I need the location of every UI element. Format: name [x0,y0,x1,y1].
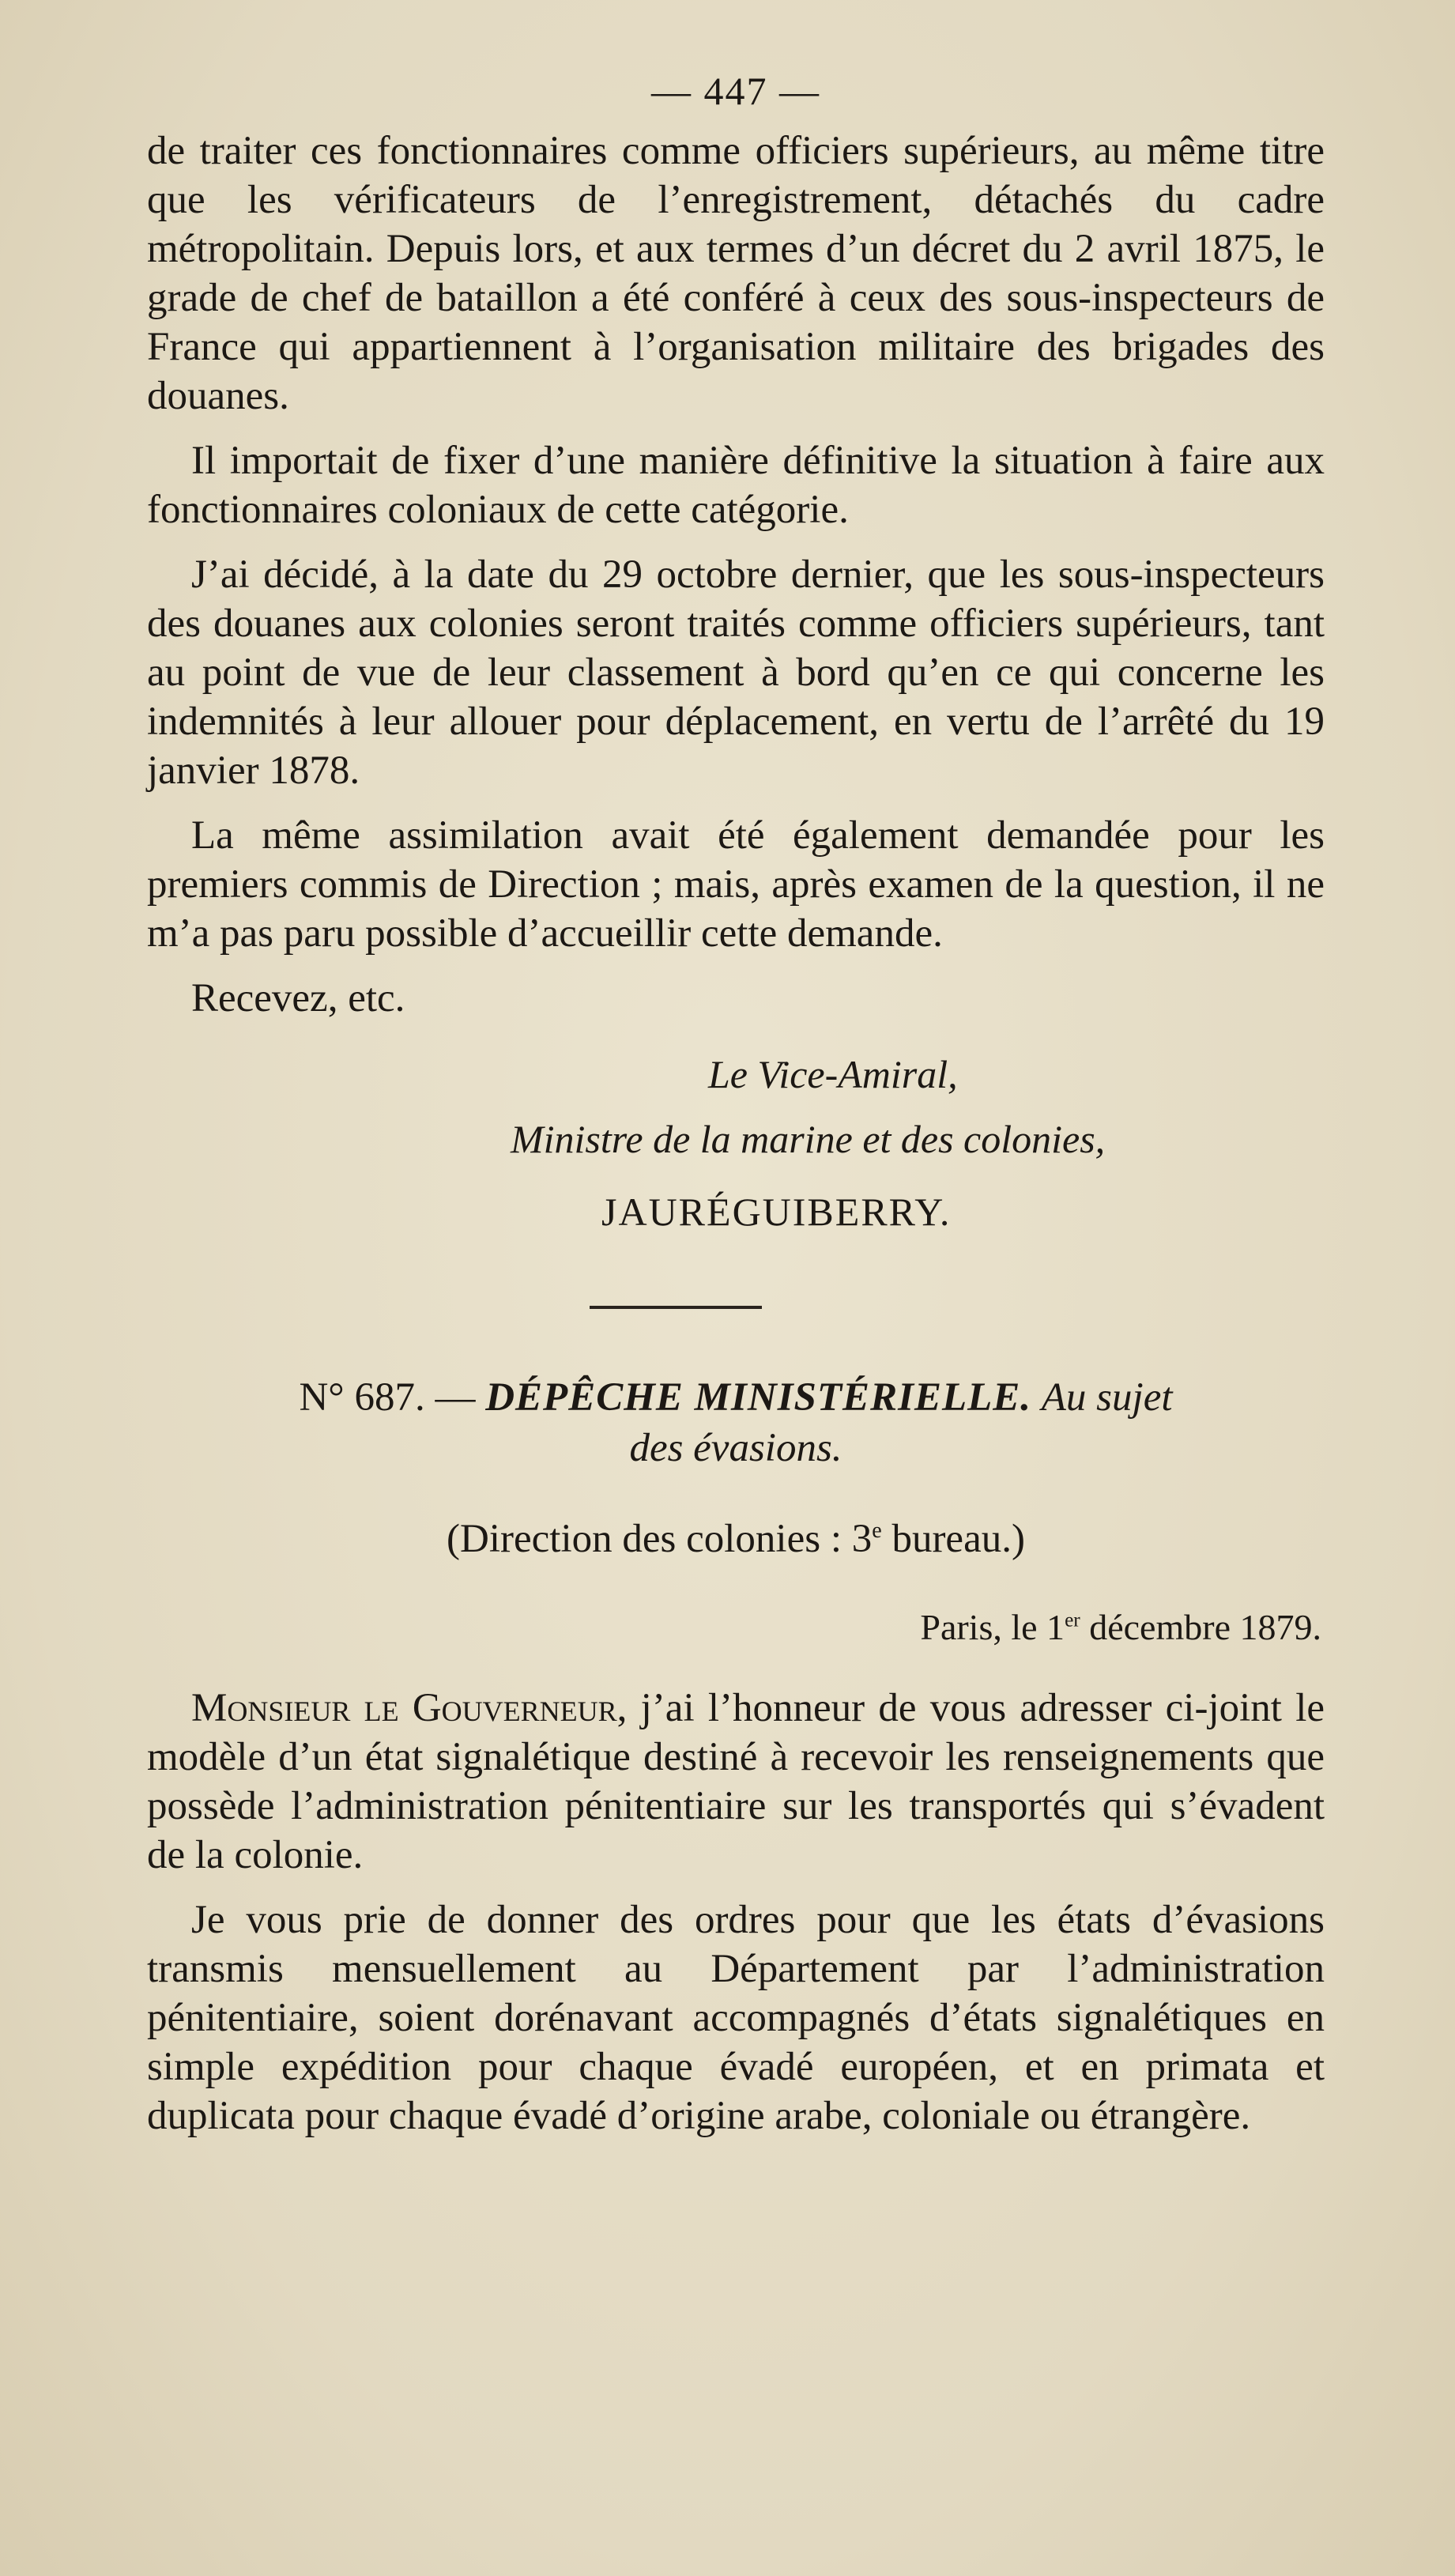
text-column [147,71,1325,2140]
direction-sup: e [872,1518,882,1543]
direction-prefix: (Direction des colonies : 3 [447,1517,873,1561]
signature-name: JAURÉGUIBERRY. [601,1190,952,1234]
date-suffix: décembre 1879. [1080,1607,1321,1647]
letter-paragraph-2: Je vous prie de donner des ordres pour que les états d’évasions transmis mensuellement au Département par l’administration pénitentiaire, soient dorénavant accompagnés d’états signalétiques en simple expédition pour chaque évadé européen, et en primata et duplicata pour chaque évadé d’origine arabe, coloniale ou étrangère. [147,1898,1325,2138]
dispatch-number: N° 687. [299,1375,425,1420]
dispatch-label: DÉPÊCHE MINISTÉRIELLE. [485,1375,1032,1420]
paragraph-situation: Il importait de fixer d’une manière définitive la situation à faire aux fonctionnaires coloniaux de cette catégorie. [147,439,1325,532]
paragraph-assimilation: La même assimilation avait été également demandée pour les premiers commis de Direction ; mais, après examen de la question, il ne m’a pas paru possible d’accueillir cette demande. [147,813,1325,956]
signature-block [147,1050,1325,1236]
page-number: — 447 — [651,69,820,113]
closing-formula: Recevez, etc. [191,976,405,1020]
dispatch-direction [147,1514,1325,1563]
letter-paragraph-1-text: j’ai l’honneur de vous adresser ci-joint le modèle d’un état signalétique destiné à recevoir les renseignements que possède l’administration pénitentiaire sur les transportés qui s’évadent de la colonie. [147,1686,1325,1877]
dispatch-heading [147,1372,1325,1473]
dispatch-subject-1: Au sujet [1041,1375,1173,1420]
date-prefix: Paris, le 1 [920,1607,1065,1647]
dispatch-dash: — [435,1375,476,1420]
letter-paragraph-1 [147,1684,1325,1880]
letter-salutation: Monsieur le Gouverneur, [191,1686,628,1730]
paragraph-decision: J’ai décidé, à la date du 29 octobre dernier, que les sous-inspecteurs des douanes aux colonies seront traités comme officiers supérieurs, tant au point de vue de leur classement à bord qu’en ce qui concerne les indemnités à leur allouer pour déplacement, en vertu de l’arrêté du 19 janvier 1878. [147,553,1325,793]
signature-title: Le Vice-Amiral, [708,1052,958,1096]
signature-role: Ministre de la marine et des colonies, [511,1117,1106,1161]
paragraph-continuation: de traiter ces fonctionnaires comme officiers supérieurs, au même titre que les vérificateurs de l’enregistrement, détachés du cadre métropolitain. Depuis lors, et aux termes d’un décret du 2 avril 1875, le grade de chef de bataillon a été conféré à ceux des sous-inspecteurs de France qui appartiennent à l’organisation militaire des brigades des douanes. [147,129,1325,418]
dispatch-date [147,1603,1325,1652]
section-divider [590,1306,762,1309]
date-sup: er [1065,1609,1080,1631]
dispatch-subject-2: des évasions. [629,1426,842,1470]
direction-suffix: bureau.) [881,1517,1025,1561]
